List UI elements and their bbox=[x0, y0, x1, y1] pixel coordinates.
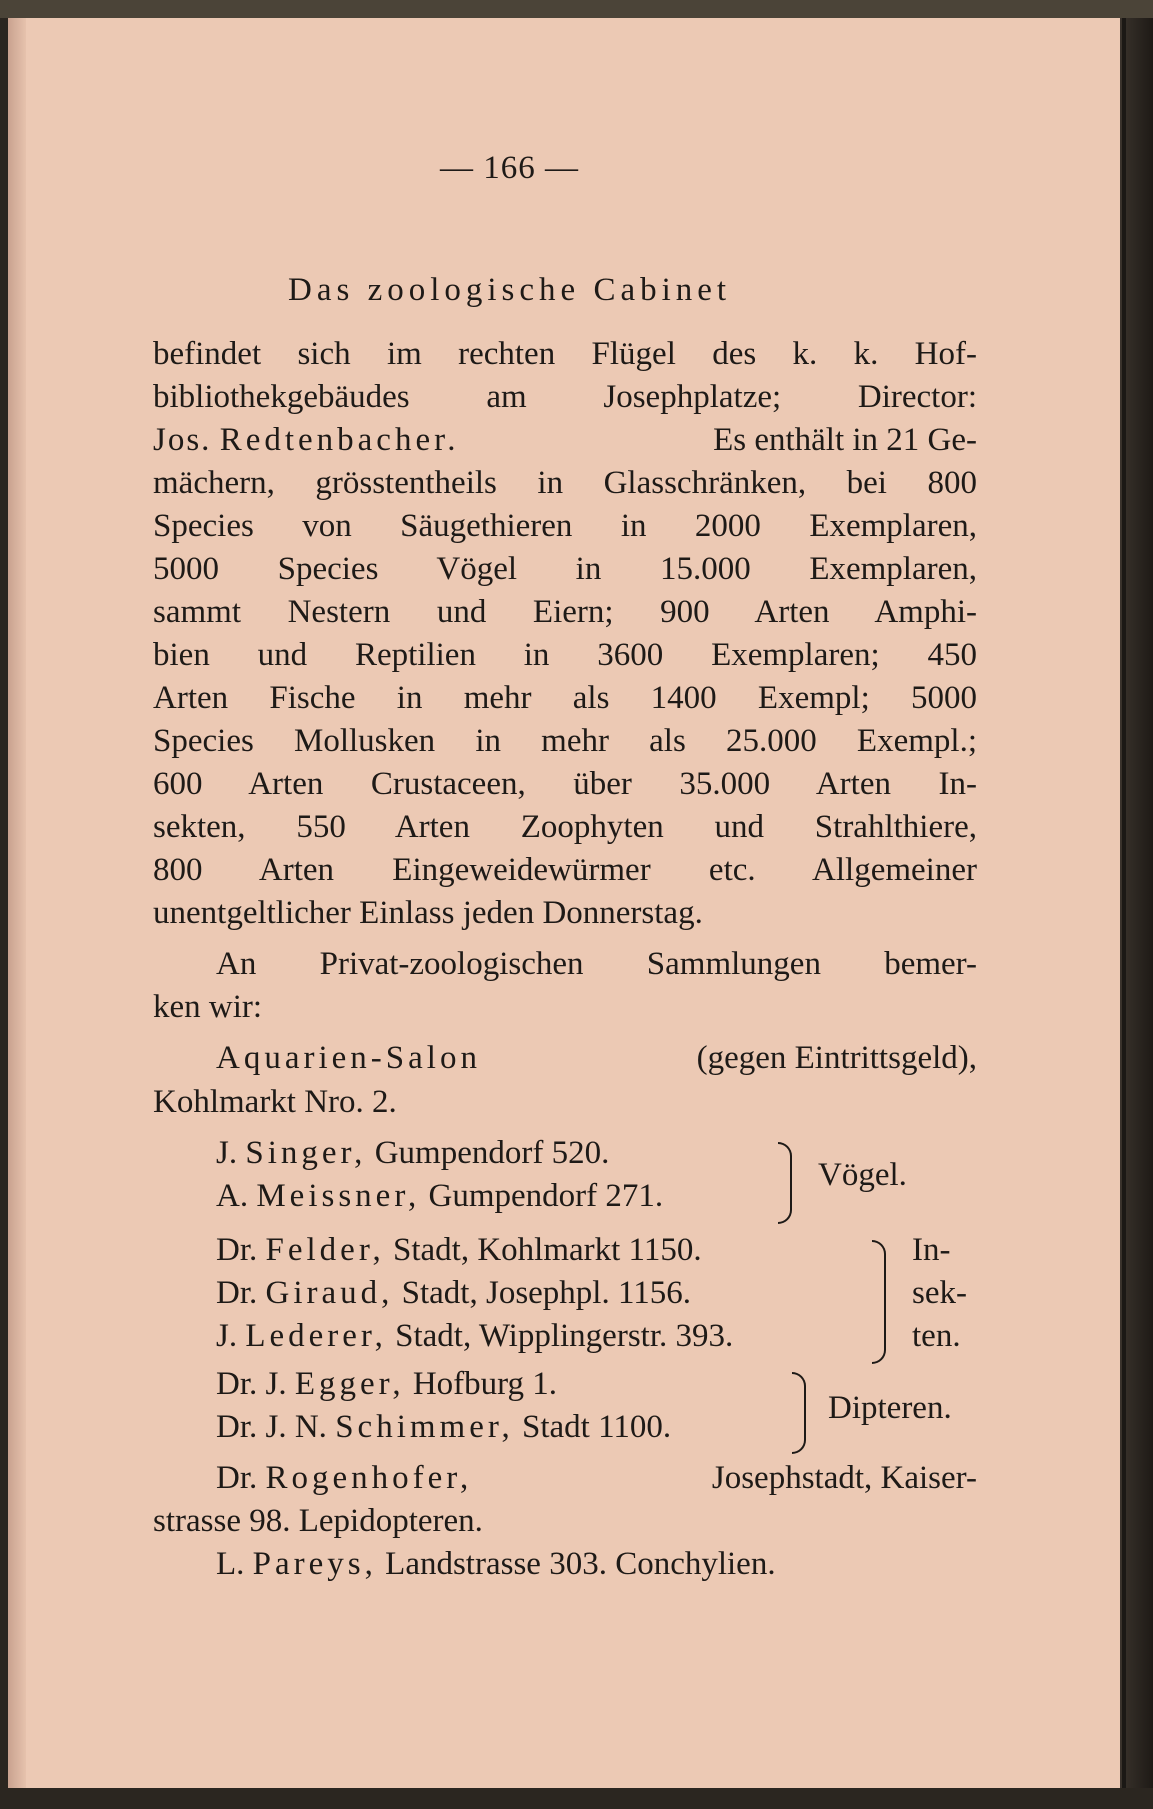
collector-name: Giraud, bbox=[265, 1275, 394, 1311]
paragraph-line: Species Mollusken in mehr als 25.000 Exempl.; bbox=[153, 723, 977, 759]
director-prefix: Jos. bbox=[153, 422, 212, 458]
scan-top-edge bbox=[0, 0, 1153, 18]
brace-label-diptera: Dipteren. bbox=[828, 1390, 952, 1426]
section-heading: Das zoologische Cabinet bbox=[288, 272, 732, 308]
aquarium-line bbox=[216, 1040, 977, 1077]
paragraph-line: Species von Säugethieren in 2000 Exemplaren, bbox=[153, 508, 977, 544]
collector-name: Schimmer, bbox=[335, 1409, 514, 1445]
entry-prefix: Dr. bbox=[216, 1232, 258, 1268]
entry-prefix: Dr. bbox=[216, 1275, 258, 1311]
collector-address: Hofburg 1. bbox=[412, 1366, 558, 1402]
collector-name: Lederer, bbox=[245, 1318, 387, 1354]
entry-prefix: J. bbox=[216, 1135, 238, 1171]
paragraph-line: bibliothekgebäudes am Josephplatze; Director: bbox=[153, 379, 977, 415]
insect-collector-entry bbox=[216, 1318, 733, 1355]
collector-name: Singer, bbox=[245, 1135, 367, 1171]
paragraph-line: sammt Nestern und Eiern; 900 Arten Amphi- bbox=[153, 594, 977, 630]
entry-prefix: L. bbox=[216, 1546, 245, 1582]
collector-address: Stadt, Wipplingerstr. 393. bbox=[395, 1318, 734, 1354]
lepidoptera-collector-address: strasse 98. Lepidopteren. bbox=[153, 1503, 483, 1539]
entry-prefix: Dr. J. bbox=[216, 1366, 287, 1402]
director-name: Redtenbacher. bbox=[219, 422, 460, 458]
collector-address: Stadt, Kohlmarkt 1150. bbox=[392, 1232, 702, 1268]
entry-prefix: J. bbox=[216, 1318, 238, 1354]
paragraph-line: 5000 Species Vögel in 15.000 Exemplaren, bbox=[153, 551, 977, 587]
collector-name: Egger, bbox=[294, 1366, 405, 1402]
page-fold-line bbox=[1122, 18, 1126, 1788]
collector-address: Gumpendorf 271. bbox=[428, 1178, 664, 1214]
collector-name: Meissner, bbox=[256, 1178, 421, 1214]
bird-collector-entry bbox=[216, 1178, 663, 1215]
insect-collector-entry bbox=[216, 1232, 702, 1269]
brace-label-insects: In- bbox=[912, 1232, 951, 1268]
bird-collector-entry bbox=[216, 1135, 609, 1172]
collector-name: Pareys, bbox=[252, 1546, 377, 1582]
brace-birds bbox=[778, 1142, 792, 1224]
collector-address: Landstrasse 303. Conchylien. bbox=[385, 1546, 776, 1582]
paragraph-line: mächern, grösstentheils in Glasschränken, bei 800 bbox=[153, 465, 977, 501]
paragraph-line: An Privat-zoologischen Sammlungen bemer- bbox=[216, 946, 977, 982]
page-gutter bbox=[8, 18, 26, 1788]
collector-name: Rogenhofer, bbox=[265, 1460, 473, 1496]
collector-address: Josephstadt, Kaiser- bbox=[711, 1460, 977, 1496]
paragraph-line-director bbox=[153, 422, 977, 459]
insect-collector-entry bbox=[216, 1275, 691, 1312]
conchylia-collector-entry bbox=[216, 1546, 776, 1583]
paragraph-line: sekten, 550 Arten Zoophyten und Strahlthiere, bbox=[153, 809, 977, 845]
lepidoptera-collector-entry bbox=[216, 1460, 977, 1497]
paragraph-line: unentgeltlicher Einlass jeden Donnerstag. bbox=[153, 895, 703, 931]
entry-prefix: Dr. bbox=[216, 1460, 258, 1496]
entry-prefix: Dr. J. N. bbox=[216, 1409, 327, 1445]
brace-label-insects: ten. bbox=[912, 1318, 961, 1354]
brace-diptera bbox=[792, 1372, 806, 1454]
paragraph-line: bien und Reptilien in 3600 Exemplaren; 450 bbox=[153, 637, 977, 673]
paragraph-line: 800 Arten Eingeweidewürmer etc. Allgemeiner bbox=[153, 852, 977, 888]
brace-insects bbox=[872, 1240, 886, 1364]
paragraph-line: ken wir: bbox=[153, 989, 263, 1025]
entry-prefix: A. bbox=[216, 1178, 249, 1214]
brace-label-birds: Vögel. bbox=[818, 1157, 907, 1193]
paragraph-line: 600 Arten Crustaceen, über 35.000 Arten In- bbox=[153, 766, 977, 802]
collector-address: Stadt, Josephpl. 1156. bbox=[401, 1275, 692, 1311]
paragraph-line: befindet sich im rechten Flügel des k. k. Hof- bbox=[153, 336, 977, 372]
aquarium-rest: (gegen Eintrittsgeld), bbox=[696, 1040, 977, 1076]
collector-address: Stadt 1100. bbox=[522, 1409, 672, 1445]
page-number: — 166 — bbox=[440, 150, 579, 186]
diptera-collector-entry bbox=[216, 1409, 671, 1446]
aquarium-name: Aquarien-Salon bbox=[216, 1040, 481, 1076]
brace-label-insects: sek- bbox=[912, 1275, 967, 1311]
collector-address: Gumpendorf 520. bbox=[374, 1135, 610, 1171]
collector-name: Felder, bbox=[265, 1232, 385, 1268]
diptera-collector-entry bbox=[216, 1366, 557, 1403]
paragraph-line: Arten Fische in mehr als 1400 Exempl; 5000 bbox=[153, 680, 977, 716]
paragraph-line-rest: Es enthält in 21 Ge- bbox=[713, 422, 977, 458]
aquarium-address: Kohlmarkt Nro. 2. bbox=[153, 1084, 397, 1120]
